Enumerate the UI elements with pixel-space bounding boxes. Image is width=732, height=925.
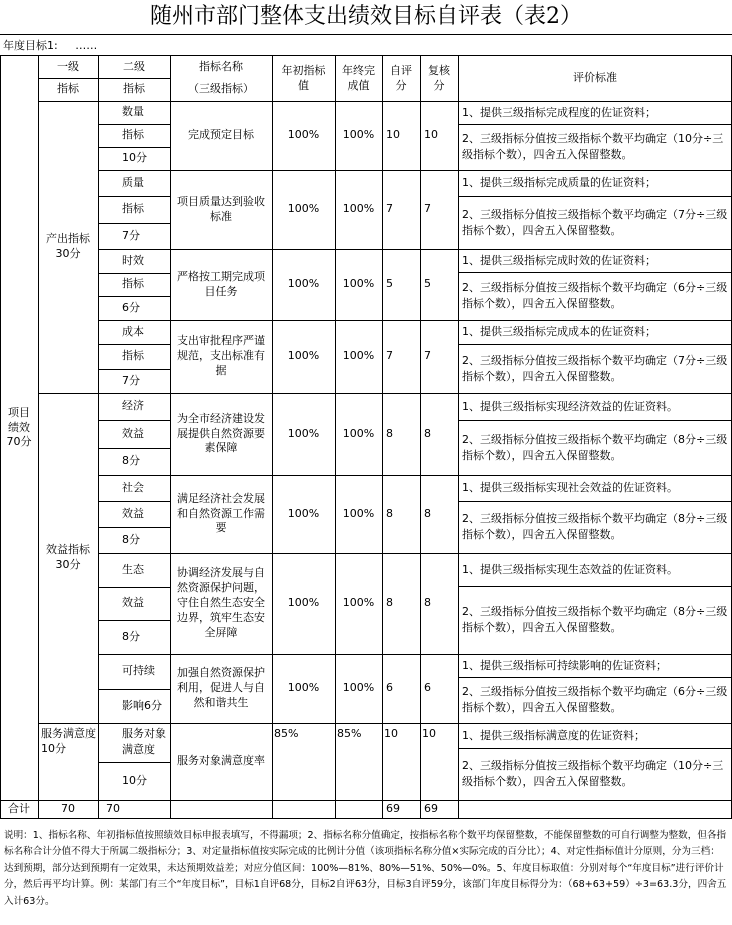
- row-level2-text: 指标: [122, 277, 144, 291]
- row-review-score: 10: [422, 727, 436, 740]
- row-self-score: 7: [386, 349, 393, 363]
- header-self: 自评分: [390, 63, 412, 92]
- row-criteria-1: 1、提供三级指标完成程度的佐证资料；: [462, 105, 656, 119]
- row-criteria-2: 2、三级指标分值按三级指标个数平均确定（10分÷三级指标个数），四舍五入保留整数。: [462, 759, 724, 788]
- row-final-value: 100%: [342, 506, 375, 520]
- row-final-value: 100%: [342, 128, 375, 142]
- row-criteria-1: 1、提供三级指标满意度的佐证资料；: [462, 728, 645, 742]
- row-final-value: 100%: [342, 277, 375, 291]
- row-review-score: 10: [424, 128, 438, 142]
- row-criteria-1: 1、提供三级指标实现社会效益的佐证资料。: [462, 481, 678, 495]
- group-satisfaction: 服务满意度10分: [41, 727, 96, 756]
- row-level2-text: 生态: [122, 562, 144, 576]
- row-level2-text: 指标: [122, 349, 144, 363]
- row-criteria-2: 2、三级指标分值按三级指标个数平均确定（7分÷三级指标个数），四舍五入保留整数。: [462, 353, 728, 383]
- row-level2-text: 社会: [122, 480, 144, 494]
- row-initial-value: 100%: [287, 128, 320, 142]
- row-initial-value: 100%: [287, 349, 320, 363]
- row-level2-text: 指标: [122, 202, 144, 216]
- row-initial-value: 100%: [287, 506, 320, 520]
- row-criteria-2: 2、三级指标分值按三级指标个数平均确定（8分÷三级指标个数），四舍五入保留整数。: [462, 605, 728, 634]
- row-level2-text: 成本: [122, 324, 144, 338]
- header-level2: 二级: [123, 59, 145, 73]
- header-level1: 一级: [57, 59, 79, 73]
- row-level2-text: 时效: [122, 253, 144, 267]
- row-criteria-1: 1、提供三级指标实现经济效益的佐证资料。: [462, 399, 678, 413]
- row-level2-text: 指标: [122, 128, 144, 142]
- row-review-score: 8: [424, 506, 431, 520]
- group-benefit: 效益指标30分: [46, 543, 90, 571]
- row-level2-text: 经济: [122, 399, 144, 413]
- header-name-sub: （三级指标）: [188, 82, 254, 96]
- row-level2-text: 8分: [122, 629, 140, 643]
- row-final-value: 100%: [342, 681, 375, 695]
- row-level2-text: 6分: [122, 300, 140, 314]
- row-initial-value: 100%: [287, 426, 320, 440]
- row-level2-text: 可持续: [122, 664, 155, 677]
- row-level2-text: 影响6分: [122, 698, 162, 712]
- row-initial-value: 100%: [287, 277, 320, 291]
- row-criteria-1: 1、提供三级指标可持续影响的佐证资料；: [462, 658, 667, 672]
- row-criteria-2: 2、三级指标分值按三级指标个数平均确定（7分÷三级指标个数），四舍五入保留整数。: [462, 207, 728, 237]
- row-initial-value: 100%: [287, 681, 320, 695]
- row-level2-text: 数量: [122, 105, 144, 119]
- grid-line: [0, 818, 732, 819]
- total-review-score: 69: [424, 801, 438, 815]
- row-level2-text: 8分: [122, 532, 140, 546]
- total-level1: 70: [61, 801, 75, 815]
- category-project-performance: 项目绩效70分: [6, 405, 32, 449]
- row-criteria-2: 2、三级指标分值按三级指标个数平均确定（8分÷三级指标个数），四舍五入保留整数。: [462, 432, 728, 462]
- annual-goal-label: 年度目标1:: [3, 39, 58, 52]
- row-indicator-name: 协调经济发展与自然资源保护问题，守住自然生态安全边界，筑牢生态安全屏障: [177, 566, 265, 639]
- header-level1-sub: 指标: [57, 82, 79, 96]
- row-indicator-name: 满足经济社会发展和自然资源工作需要: [177, 491, 265, 535]
- header-initial: 年初指标值: [281, 63, 326, 92]
- row-level2-text: 效益: [122, 506, 144, 520]
- header-name: 指标名称: [199, 59, 243, 73]
- row-level2-text: 7分: [122, 228, 140, 242]
- row-level2-text: 8分: [122, 454, 140, 468]
- row-initial-value: 100%: [287, 596, 320, 610]
- row-indicator-name: 项目质量达到验收标准: [177, 194, 265, 223]
- row-criteria-1: 1、提供三级指标完成时效的佐证资料；: [462, 253, 656, 267]
- row-self-score: 8: [386, 506, 393, 520]
- row-self-score: 10: [386, 128, 400, 142]
- row-review-score: 8: [424, 426, 431, 440]
- header-level2-sub: 指标: [123, 82, 145, 96]
- row-final-value: 100%: [342, 596, 375, 610]
- row-review-score: 7: [424, 202, 431, 216]
- row-self-score: 10: [384, 727, 398, 740]
- row-self-score: 8: [386, 596, 393, 610]
- group-output: 产出指标30分: [46, 232, 90, 260]
- row-criteria-1: 1、提供三级指标完成质量的佐证资料；: [462, 176, 656, 190]
- row-review-score: 5: [424, 277, 431, 291]
- row-criteria-1: 1、提供三级指标实现生态效益的佐证资料。: [462, 562, 678, 576]
- row-criteria-2: 2、三级指标分值按三级指标个数平均确定（6分÷三级指标个数），四舍五入保留整数。: [462, 685, 728, 714]
- row-review-score: 6: [424, 681, 431, 695]
- row-level2-text: 服务对象满意度: [122, 726, 166, 757]
- row-initial-value: 100%: [287, 202, 320, 216]
- row-self-score: 8: [386, 426, 393, 440]
- row-review-score: 8: [424, 596, 431, 610]
- total-self-score: 69: [386, 801, 400, 815]
- row-criteria-2: 2、三级指标分值按三级指标个数平均确定（8分÷三级指标个数），四舍五入保留整数。: [462, 512, 728, 541]
- annual-goal-value: ……: [75, 39, 98, 52]
- annual-goal-row: [0, 34, 732, 56]
- row-self-score: 6: [386, 681, 393, 695]
- row-initial-value: 85%: [274, 727, 299, 740]
- row-self-score: 7: [386, 202, 393, 216]
- row-criteria-2: 2、三级指标分值按三级指标个数平均确定（10分÷三级指标个数），四舍五入保留整数。: [462, 132, 724, 161]
- row-indicator-name: 严格按工期完成项目任务: [177, 269, 265, 298]
- row-level2-text: 7分: [122, 373, 140, 387]
- row-indicator-name: 支出审批程序严谨规范，支出标准有据: [177, 334, 265, 377]
- row-final-value: 85%: [337, 727, 362, 740]
- row-indicator-name: 服务对象满意度率: [177, 754, 265, 768]
- row-level2-text: 10分: [122, 773, 147, 787]
- row-review-score: 7: [424, 349, 431, 363]
- header-review: 复核分: [428, 63, 450, 92]
- row-indicator-name: 完成预定目标: [188, 128, 254, 142]
- header-final: 年终完成值: [342, 63, 375, 92]
- total-level2: 70: [106, 801, 120, 815]
- row-criteria-2: 2、三级指标分值按三级指标个数平均确定（6分÷三级指标个数），四舍五入保留整数。: [462, 281, 728, 310]
- row-indicator-name: 加强自然资源保护利用，促进人与自然和谐共生: [177, 666, 265, 709]
- explanation-note: 说明：1、指标名称、年初指标值按照绩效目标申报表填写，不得漏项；2、指标名称分值确定，按指标名称个数平均保留整数，不能保留整数的可自行调整为整数，但各指标名称合计分值不得大于所属二级指标分；3、对定量指标值按实际完成的比例计分值（该项指标名称分值×实际完成的百分比）；4、对定性指标值计分原则，分为三档：达到预期，部分达到预期有一定效果，未达预期效益差；对应分值区间：100%—81%、80%—51%、50%—0%。5、年度目标取值：分别对每个“年度目标”进行评价计分，然后再平均计算。例：某部门有三个“年度目标”，目标1自评68分，目标2自评63分，目标3自评59分，该部门年度目标得分为：（68+63+59）÷3=63.3分，四舍五入计63分。: [4, 830, 727, 907]
- row-final-value: 100%: [342, 349, 375, 363]
- row-criteria-1: 1、提供三级指标完成成本的佐证资料；: [462, 325, 656, 339]
- total-label: 合计: [8, 801, 30, 815]
- row-indicator-name: 为全市经济建设发展提供自然资源要素保障: [177, 411, 265, 455]
- row-level2-text: 效益: [122, 596, 144, 610]
- row-final-value: 100%: [342, 426, 375, 440]
- row-level2-text: 10分: [122, 151, 147, 165]
- header-criteria: 评价标准: [573, 71, 617, 85]
- row-level2-text: 质量: [122, 175, 144, 189]
- row-self-score: 5: [386, 277, 393, 291]
- row-final-value: 100%: [342, 202, 375, 216]
- page-title: 随州市部门整体支出绩效目标自评表（表2）: [150, 4, 582, 29]
- row-level2-text: 效益: [122, 426, 144, 440]
